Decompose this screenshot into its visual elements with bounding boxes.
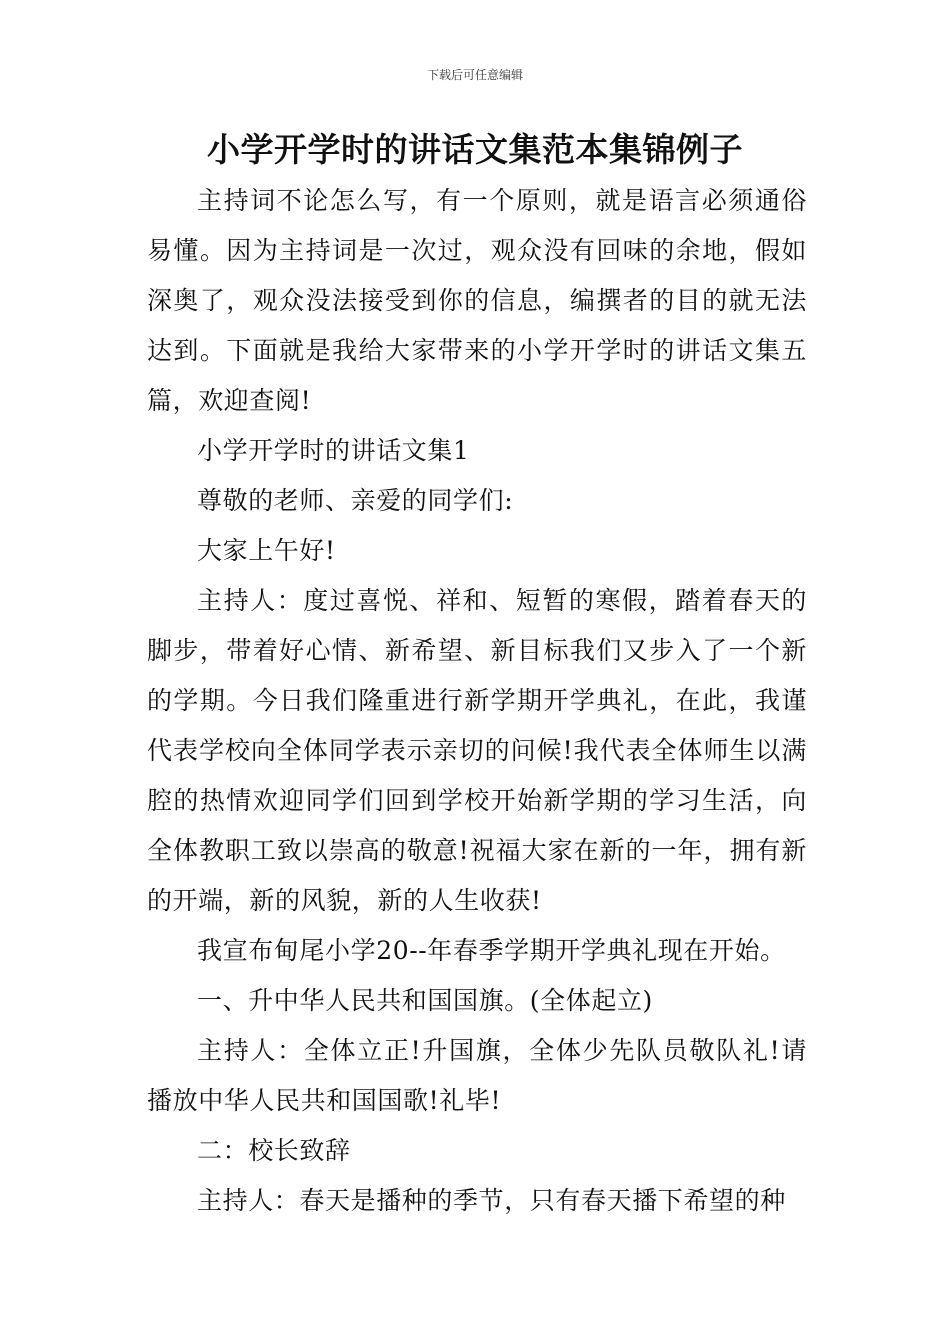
paragraph-host-flag: 主持人：全体立正!升国旗，全体少先队员敬队礼!请播放中华人民共和国国歌!礼毕! xyxy=(147,1036,807,1115)
document-body xyxy=(147,176,807,1226)
document-title: 小学开学时的讲话文集范本集锦例子 xyxy=(207,130,743,169)
paragraph-intro: 主持词不论怎么写，有一个原则，就是语言必须通俗易懂。因为主持词是一次过，观众没有回味的余地，假如深奥了，观众没法接受到你的信息，编撰者的目的就无法达到。下面就是我给大家带来的小学开学时的讲话文集五篇，欢迎查阅! xyxy=(147,186,807,415)
paragraph-item-principal: 二：校长致辞 xyxy=(197,1136,351,1165)
header-note: 下载后可任意编辑 xyxy=(426,68,523,82)
paragraph-item-flag: 一、升中华人民共和国国旗。(全体起立) xyxy=(197,986,653,1015)
paragraph-greeting: 大家上午好! xyxy=(197,536,336,565)
paragraph-host-spring: 主持人：春天是播种的季节，只有春天播下希望的种 xyxy=(197,1186,786,1215)
paragraph-host-opening: 主持人：度过喜悦、祥和、短暂的寒假，踏着春天的脚步，带着好心情、新希望、新目标我们又步入了一个新的学期。今日我们隆重进行新学期开学典礼，在此，我谨代表学校向全体同学表示亲切的问候!我代表全体师生以满腔的热情欢迎同学们回到学校开始新学期的学习生活，向全体教职工致以崇高的敬意!祝福大家在新的一年，拥有新的开端，新的风貌，新的人生收获! xyxy=(147,586,807,915)
paragraph-salutation: 尊敬的老师、亲爱的同学们: xyxy=(197,486,514,515)
paragraph-announcement: 我宣布甸尾小学20--年春季学期开学典礼现在开始。 xyxy=(197,936,786,965)
paragraph-section-heading: 小学开学时的讲话文集1 xyxy=(197,436,470,465)
